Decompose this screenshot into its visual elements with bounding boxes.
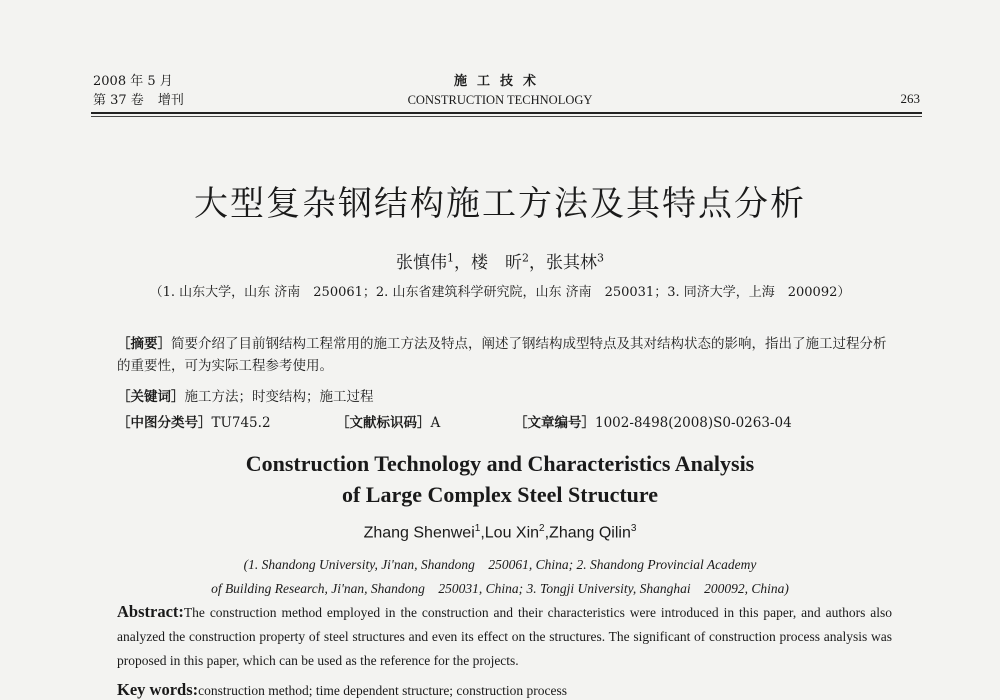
author-en: Zhang Shenwei: [363, 524, 475, 542]
clc-label: ［中图分类号］: [117, 415, 212, 431]
header-issue: 增刊: [157, 93, 184, 108]
journal-name-cn: 施工技术: [453, 74, 546, 89]
author-cn: 张其林: [546, 253, 597, 273]
author-en: Lou Xin: [484, 524, 540, 542]
abstract-cn-text: 简要介绍了目前钢结构工程常用的施工方法及特点，阐述了钢结构成型特点及其对结构状态的影响，指出了施工过程分析的重要性，可为实际工程参考使用。: [117, 336, 887, 374]
author-sep: ，: [529, 253, 546, 273]
journal-name-en: CONSTRUCTION TECHNOLOGY: [407, 93, 593, 107]
authors-cn: [0, 248, 1000, 273]
document-code: [336, 411, 440, 431]
author-mark: 3: [630, 523, 637, 534]
keywords-en-label: Key words:: [117, 680, 199, 699]
author-cn: 张慎伟: [396, 253, 447, 273]
paper-title-en: [0, 448, 1000, 510]
article-number-value: 1002-8498(2008)S0-0263-04: [595, 415, 792, 431]
title-en-line2: of Large Complex Steel Structure: [341, 482, 659, 507]
affiliation-en-line1: (1. Shandong University, Ji'nan, Shandong 250061, China; 2. Shandong Provincial Academy: [243, 557, 757, 572]
authors-en: [0, 523, 1000, 542]
header-rule-thick: [91, 112, 922, 114]
affiliation-en-line2: of Building Research, Ji'nan, Shandong 250031, China; 3. Tongji University, Shanghai 200092, China): [211, 581, 789, 596]
author-cn: 楼 昕: [471, 253, 522, 273]
affiliation-cn: （1. 山东大学，山东 济南 250061；2. 山东省建筑科学研究院，山东 济南 250031；3. 同济大学，上海 200092）: [149, 285, 851, 300]
author-mark: 1: [474, 523, 481, 534]
header-date: 2008 年 5 月: [93, 74, 173, 89]
author-sep: ,: [544, 524, 550, 542]
author-sep: ,: [480, 524, 485, 542]
doc-code-value: A: [430, 415, 441, 431]
keywords-cn-text: 施工方法；时变结构；施工过程: [184, 389, 374, 405]
abstract-en-text: The construction method employed in the construction and their characteristics were introduced in this paper, and authors also analyzed the construction property of steel structures and even its effect on the structures. The significant of construction process analysis was proposed in this paper, which can be used as the reference for the projects.: [117, 605, 892, 668]
keywords-en-text: construction method; time dependent structure; construction process: [198, 683, 568, 698]
keywords-cn: [117, 385, 374, 405]
keywords-cn-label: ［关键词］: [117, 389, 185, 405]
clc-number: [117, 411, 271, 431]
article-number: [514, 411, 792, 431]
header-rule-thin: [91, 116, 922, 117]
keywords-en: [117, 680, 567, 700]
author-mark: 1: [447, 251, 454, 265]
abstract-en-label: Abstract:: [117, 602, 184, 621]
paper-title-cn: 大型复杂钢结构施工方法及其特点分析: [194, 184, 806, 224]
article-number-label: ［文章编号］: [514, 415, 595, 431]
author-mark: 2: [539, 523, 545, 534]
abstract-en: [117, 600, 892, 673]
abstract-cn: [117, 333, 892, 377]
author-mark: 2: [522, 251, 529, 265]
author-en: Zhang Qilin: [549, 524, 631, 542]
author-mark: 3: [597, 251, 604, 265]
header-journal: [0, 72, 1000, 110]
doc-code-label: ［文献标识码］: [336, 415, 431, 431]
abstract-cn-label: ［摘要］: [117, 336, 171, 352]
clc-value: TU745.2: [211, 415, 271, 431]
title-en-line1: Construction Technology and Characteristics Analysis: [245, 451, 755, 476]
author-sep: ，: [454, 253, 471, 273]
header-volume: 第 37 卷: [93, 93, 144, 108]
page-number: 263: [900, 91, 920, 106]
